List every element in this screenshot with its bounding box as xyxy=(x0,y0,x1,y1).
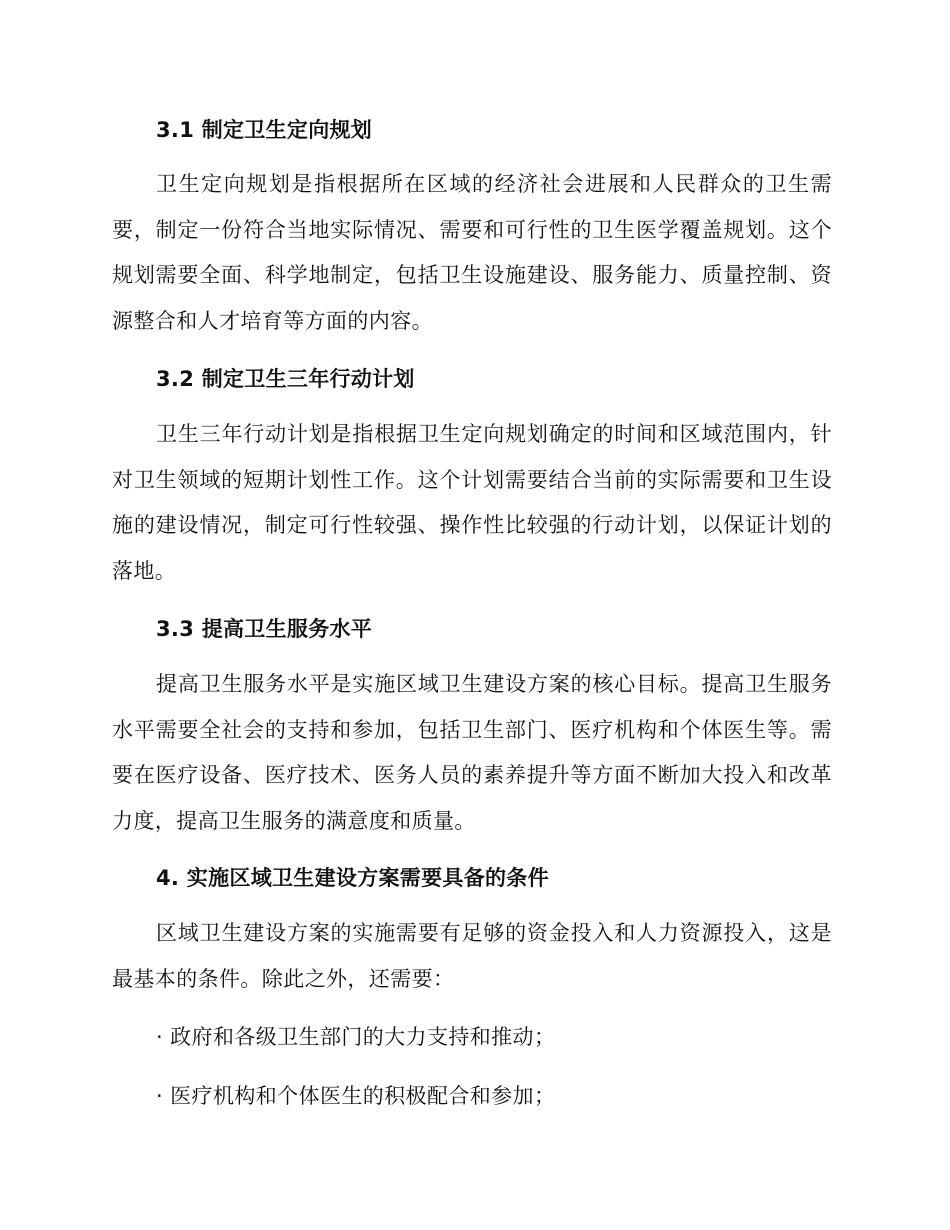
bullet-item: · 医疗机构和个体医生的积极配合和参加； xyxy=(156,1084,556,1108)
section-paragraph-3-1: 卫生定向规划是指根据所在区域的经济社会进展和人民群众的卫生需要，制定一份符合当地实际情况、需要和可行性的卫生医学覆盖规划。这个规划需要全面、科学地制定，包括卫生设施建设、服务能力、质量控制、资源整合和人才培育等方面的内容。 xyxy=(112,172,832,333)
section-heading-3-1: 3.1 制定卫生定向规划 xyxy=(156,118,373,142)
section-paragraph-3-2: 卫生三年行动计划是指根据卫生定向规划确定的时间和区域范围内，针对卫生领域的短期计划性工作。这个计划需要结合当前的实际需要和卫生设施的建设情况，制定可行性较强、操作性比较强的行动计划，以保证计划的落地。 xyxy=(112,422,832,583)
section-heading-3-2: 3.2 制定卫生三年行动计划 xyxy=(156,367,415,391)
section-paragraph-4: 区域卫生建设方案的实施需要有足够的资金投入和人力资源投入，这是最基本的条件。除此之外，还需要： xyxy=(112,921,832,991)
section-paragraph-3-3: 提高卫生服务水平是实施区域卫生建设方案的核心目标。提高卫生服务水平需要全社会的支持和参加，包括卫生部门、医疗机构和个体医生等。需要在医疗设备、医疗技术、医务人员的素养提升等方面不断加大投入和改革力度，提高卫生服务的满意度和质量。 xyxy=(112,672,832,833)
bullet-item: · 政府和各级卫生部门的大力支持和推动； xyxy=(156,1025,556,1049)
section-heading-3-3: 3.3 提高卫生服务水平 xyxy=(156,617,373,641)
section-heading-4: 4. 实施区域卫生建设方案需要具备的条件 xyxy=(156,866,549,890)
